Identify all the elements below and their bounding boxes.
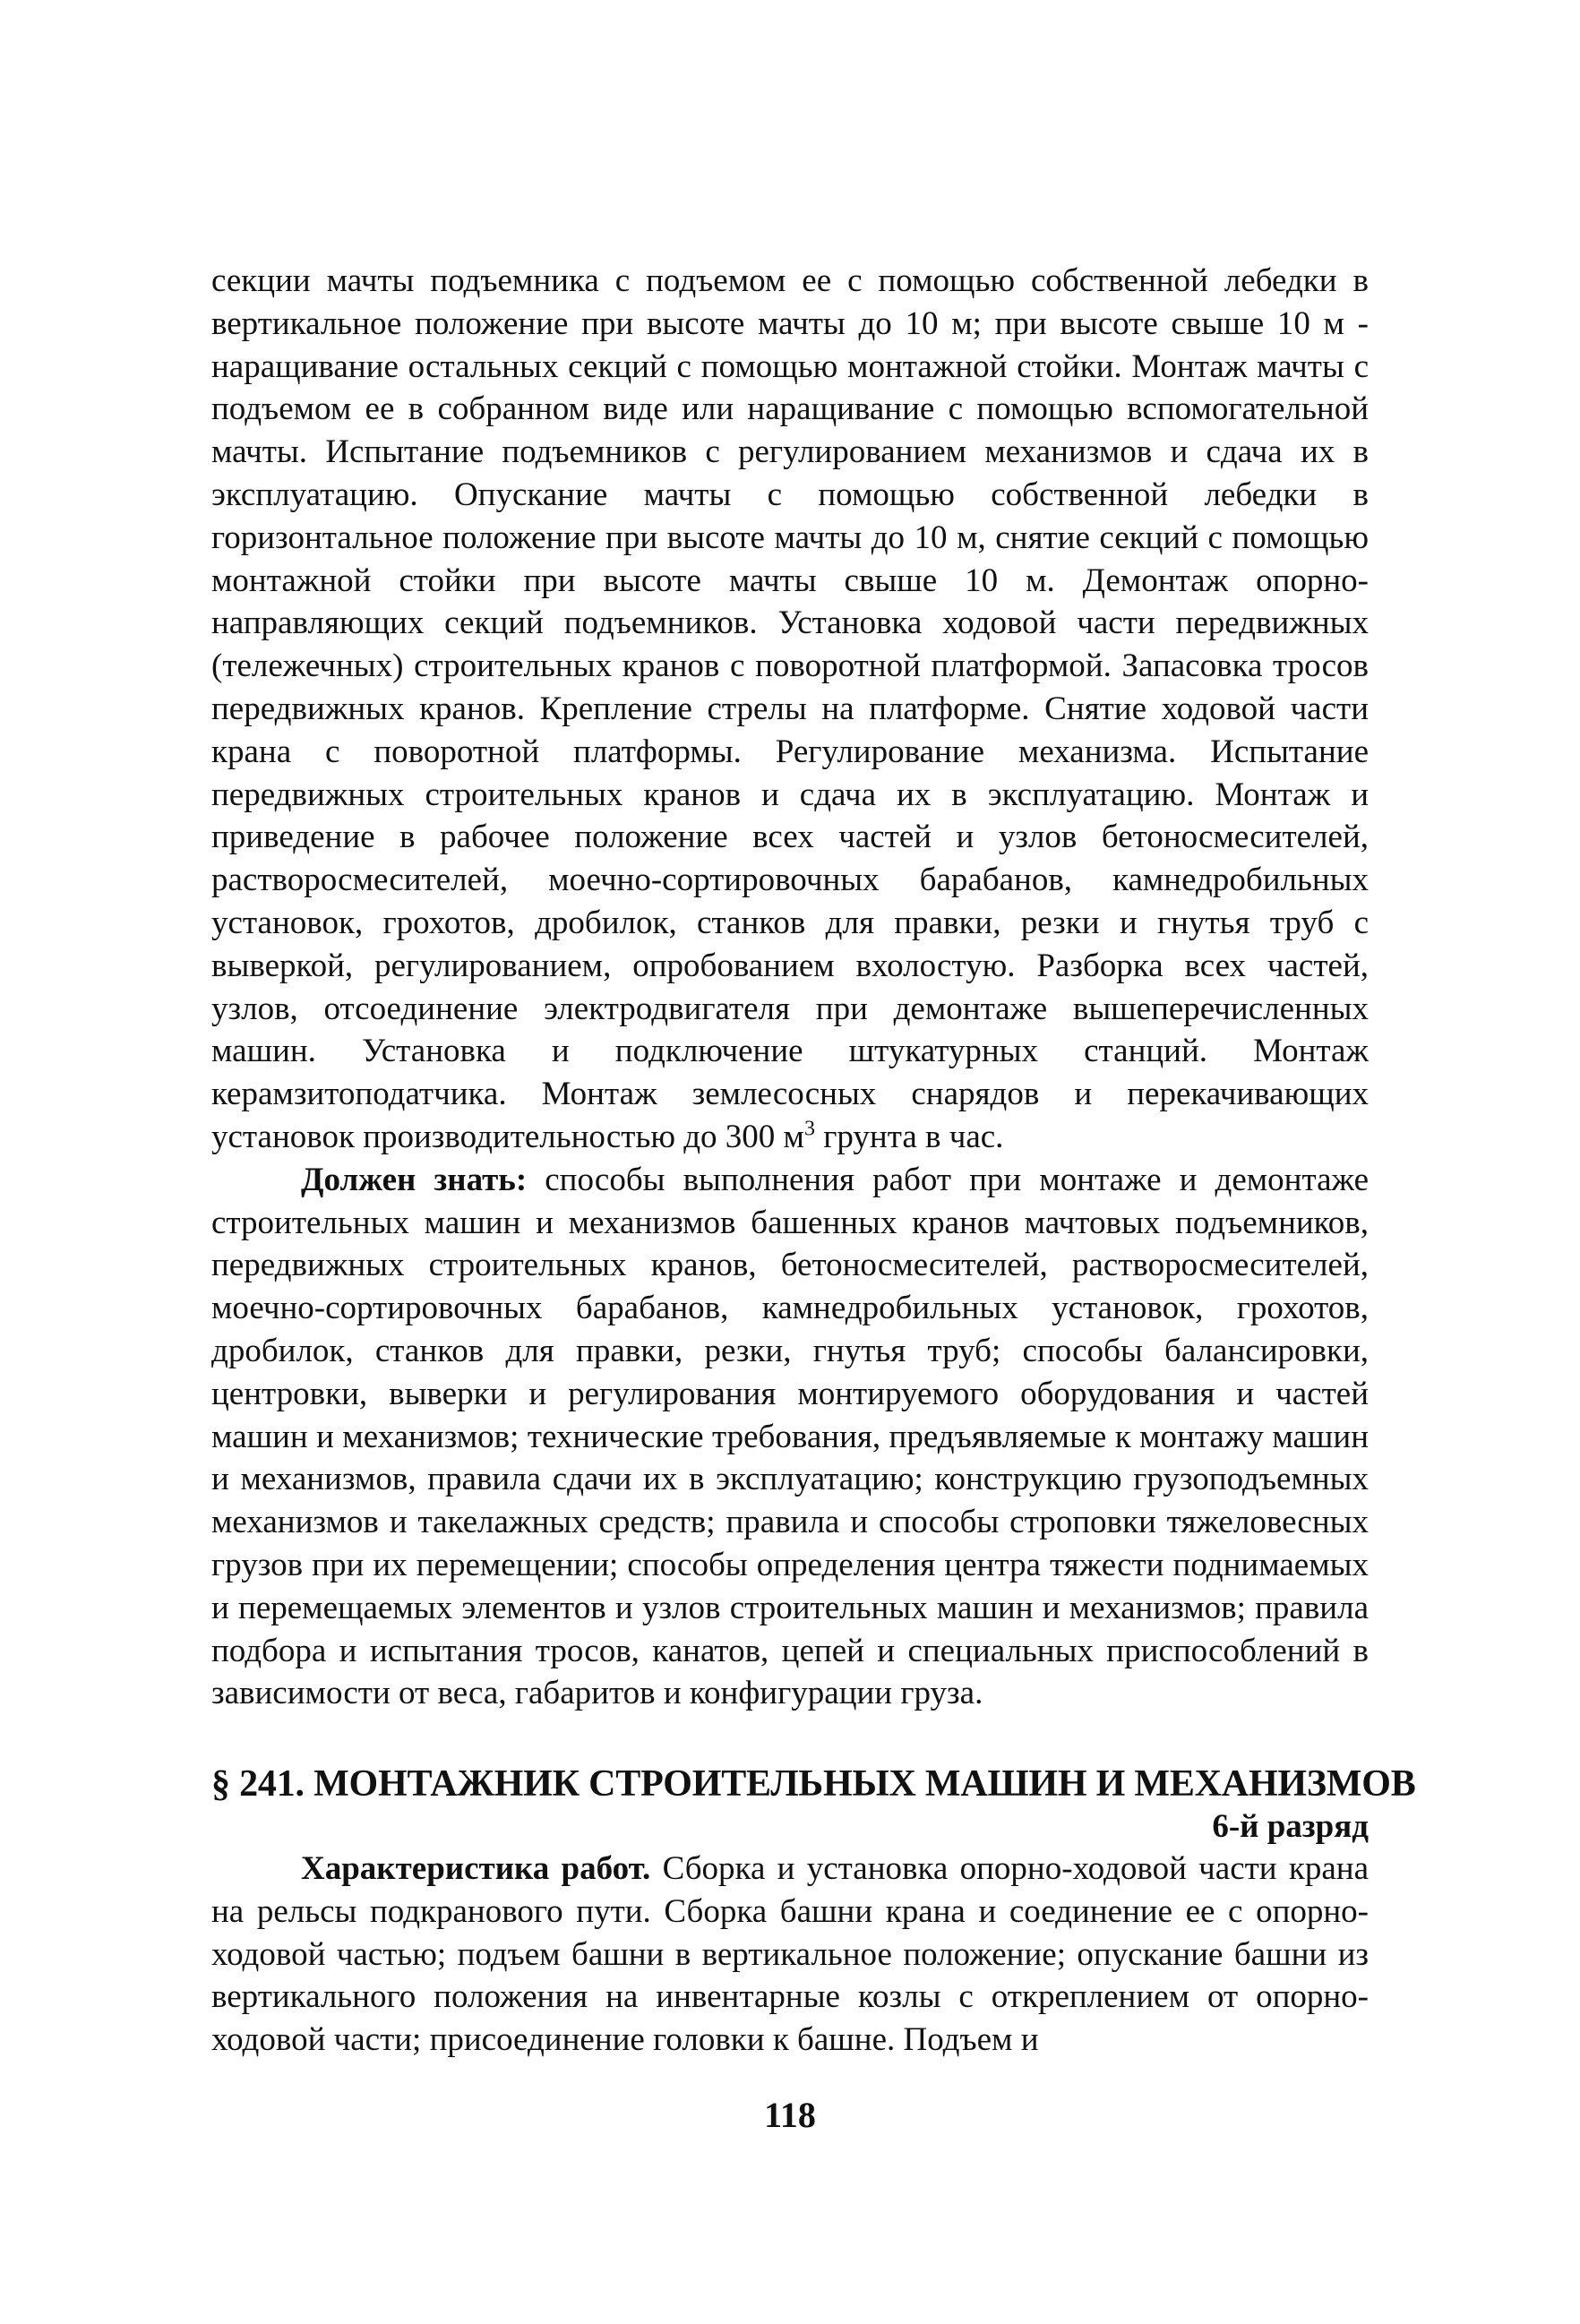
page-body xyxy=(211,260,1416,2062)
paragraph-1-text: секции мачты подъемника с подъемом ее с помощью собственной лебедки в вертикальное положение при высоте мачты до 10 м; при высоте свыше 10 м - наращивание остальных секций с помощью монтажной стойки. Монтаж мачты с подъемом ее в собранном виде или наращивание с помощью вспомогательной мачты. Испытание подъемников с регулированием механизмов и сдача их в эксплуатацию. Опускание мачты с помощью собственной лебедки в горизонтальное положение при высоте мачты до 10 м, снятие секций с помощью монтажной стойки при высоте мачты свыше 10 м. Демонтаж опорно-направляющих секций подъемников. Установка ходовой части передвижных (тележечных) строительных кранов с поворотной платформой. Запасовка тросов передвижных кранов. Крепление стрелы на платформе. Снятие ходовой части крана с поворотной платформы. Регулирование механизма. Испытание передвижных строительных кранов и сдача их в эксплуатацию. Монтаж и приведение в рабочее положение всех частей и узлов бетоносмесителей, растворосмесителей, моечно-сортировочных барабанов, камнедробильных установок, грохотов, дробилок, станков для правки, резки и гнутья труб с выверкой, регулированием, опробованием вхолостую. Разборка всех частей, узлов, отсоединение электродвигателя при демонтаже вышеперечисленных машин. Установка и подключение штукатурных станций. Монтаж керамзитоподатчика. Монтаж землесосных снарядов и перекачивающих установок производительностью до 300 м xyxy=(211,262,1369,1155)
must-know-paragraph xyxy=(211,1159,1369,1715)
characteristic-label: Характеристика работ. xyxy=(301,1850,651,1888)
paragraph-continuation xyxy=(211,260,1369,1159)
grade-label: 6-й разряд xyxy=(1212,1808,1369,1846)
characteristic-paragraph xyxy=(211,1848,1369,2062)
page-number: 118 xyxy=(764,2095,816,2135)
characteristic-text: Сборка и установка опорно-ходовой части крана на рельсы подкранового пути. Сборка башни крана и соединение ее с опорно-ходовой частью; подъем башни в вертикальное положение; опускание башни из вертикального положения на инвентарные козлы с откреплением от опорно-ходовой части; присоединение головки к башне. Подъем и xyxy=(211,1850,1369,2059)
section-title: § 241. МОНТАЖНИК СТРОИТЕЛЬНЫХ МАШИН И МЕХАНИЗМОВ xyxy=(211,1763,1416,1805)
must-know-label: Должен знать: xyxy=(301,1161,528,1198)
cubic-superscript: 3 xyxy=(803,1117,815,1141)
paragraph-1-end: грунта в час. xyxy=(814,1118,1004,1155)
must-know-text: способы выполнения работ при монтаже и демонтаже строительных машин и механизмов башенных кранов мачтовых подъемников, передвижных строительных кранов, бетоносмесителей, растворосмесителей, моечно-сортировочных барабанов, камнедробильных установок, грохотов, дробилок, станков для правки, резки, гнутья труб; способы балансировки, центровки, выверки и регулирования монтируемого оборудования и частей машин и механизмов; технические требования, предъявляемые к монтажу машин и механизмов, правила сдачи их в эксплуатацию; конструкцию грузоподъемных механизмов и такелажных средств; правила и способы строповки тяжеловесных грузов при их перемещении; способы определения центра тяжести поднимаемых и перемещаемых элементов и узлов строительных машин и механизмов; правила подбора и испытания тросов, канатов, цепей и специальных приспособлений в зависимости от веса, габаритов и конфигурации груза. xyxy=(211,1161,1370,1712)
